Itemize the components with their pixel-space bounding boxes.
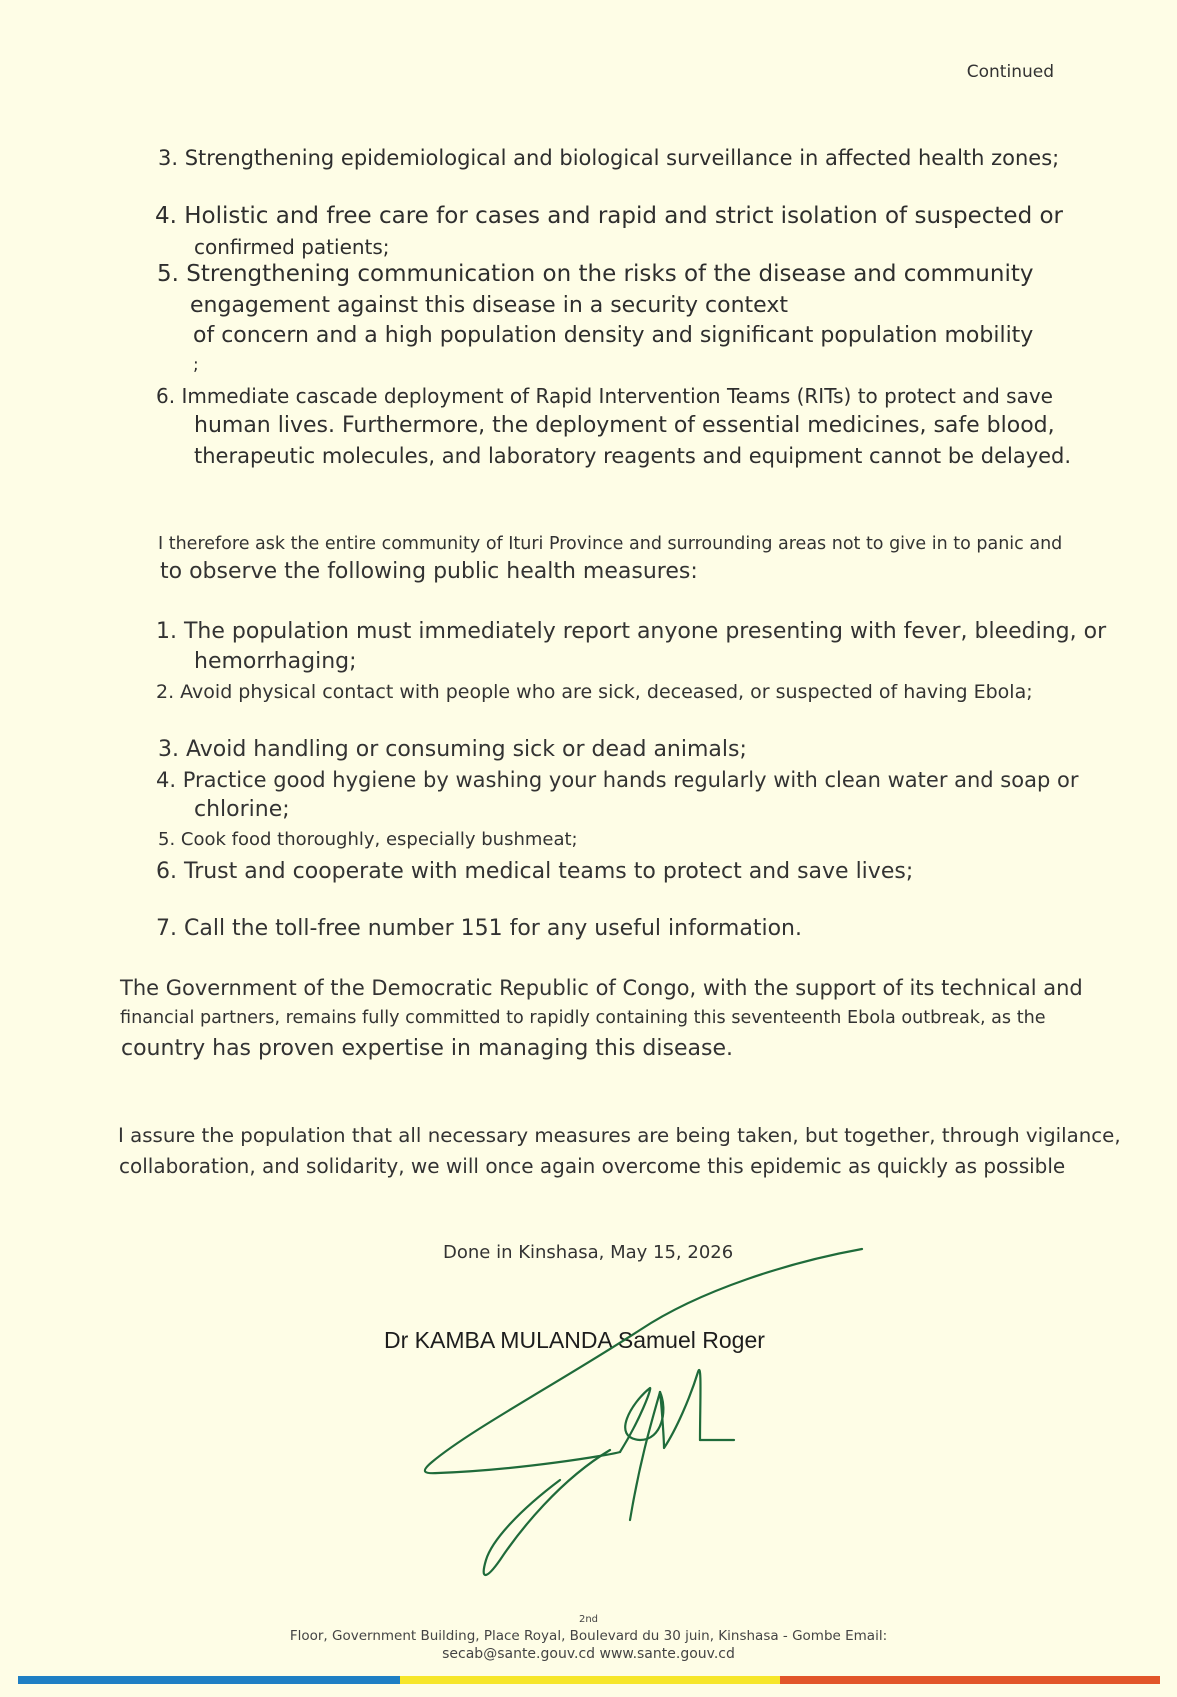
measure-line: therapeutic molecules, and laboratory reagents and equipment cannot be delayed. (194, 444, 1072, 468)
public-measure-4-line-2: chlorine; (194, 797, 290, 822)
flag-bar-red (780, 1676, 1160, 1684)
appeal-line-2: to observe the following public health measures: (160, 559, 698, 584)
footer-contact: secab@sante.gouv.cd www.sante.gouv.cd (442, 1646, 735, 1662)
continued-label: Continued (966, 62, 1054, 82)
government-line-1: The Government of the Democratic Republic of Congo, with the support of its technical and (120, 976, 1083, 1000)
government-line-2: financial partners, remains fully committed to rapidly containing this seventeenth Ebola outbreak, as the (120, 1008, 1046, 1028)
public-measure-6: 6. Trust and cooperate with medical teams to protect and save lives; (156, 859, 914, 884)
signatory-name: Dr KAMBA MULANDA Samuel Roger (384, 1327, 765, 1353)
appeal-line-1: I therefore ask the entire community of Ituri Province and surrounding areas not to give in to panic and (158, 534, 1063, 554)
public-measure-7: 7. Call the toll-free number 151 for any useful information. (156, 916, 802, 941)
public-measure-3: 3. Avoid handling or consuming sick or dead animals; (158, 737, 747, 762)
public-measure-2: 2. Avoid physical contact with people who are sick, deceased, or suspected of having Ebola; (156, 681, 1033, 703)
place-and-date: Done in Kinshasa, May 15, 2026 (443, 1242, 734, 1263)
measure-line: 4. Holistic and free care for cases and rapid and strict isolation of suspected or (155, 203, 1064, 229)
footer-address: Floor, Government Building, Place Royal, Boulevard du 30 juin, Kinshasa - Gombe Email: (289, 1628, 888, 1644)
measure-line: engagement against this disease in a security context (190, 293, 788, 318)
public-measure-1-line-1: 1. The population must immediately report anyone presenting with fever, bleeding, or (156, 619, 1107, 644)
public-measure-4-line-1: 4. Practice good hygiene by washing your hands regularly with clean water and soap or (156, 768, 1079, 792)
measure-line: 3. Strengthening epidemiological and biological surveillance in affected health zones; (158, 146, 1060, 170)
public-measure-5: 5. Cook food thoroughly, especially bushmeat; (158, 829, 578, 850)
measure-line: human lives. Furthermore, the deployment of essential medicines, safe blood, (194, 413, 1055, 438)
public-measure-1-line-2: hemorrhaging; (194, 649, 357, 674)
flag-bar-blue (18, 1676, 400, 1684)
measure-line: ; (193, 355, 199, 375)
flag-bar-yellow (400, 1676, 780, 1684)
footer-floor-superscript: 2nd (578, 1614, 599, 1625)
assurance-line-2: collaboration, and solidarity, we will once again overcome this epidemic as quickly as possible (119, 1154, 1066, 1178)
government-line-3: country has proven expertise in managing this disease. (121, 1036, 733, 1061)
assurance-line-1: I assure the population that all necessary measures are being taken, but together, through vigilance, (118, 1124, 1121, 1147)
measure-line: 6. Immediate cascade deployment of Rapid Intervention Teams (RITs) to protect and save (156, 384, 1053, 408)
measure-line: 5. Strengthening communication on the risks of the disease and community (157, 261, 1034, 287)
measure-line: of concern and a high population density and significant population mobility (193, 323, 1034, 348)
measure-line: confirmed patients; (194, 235, 390, 259)
